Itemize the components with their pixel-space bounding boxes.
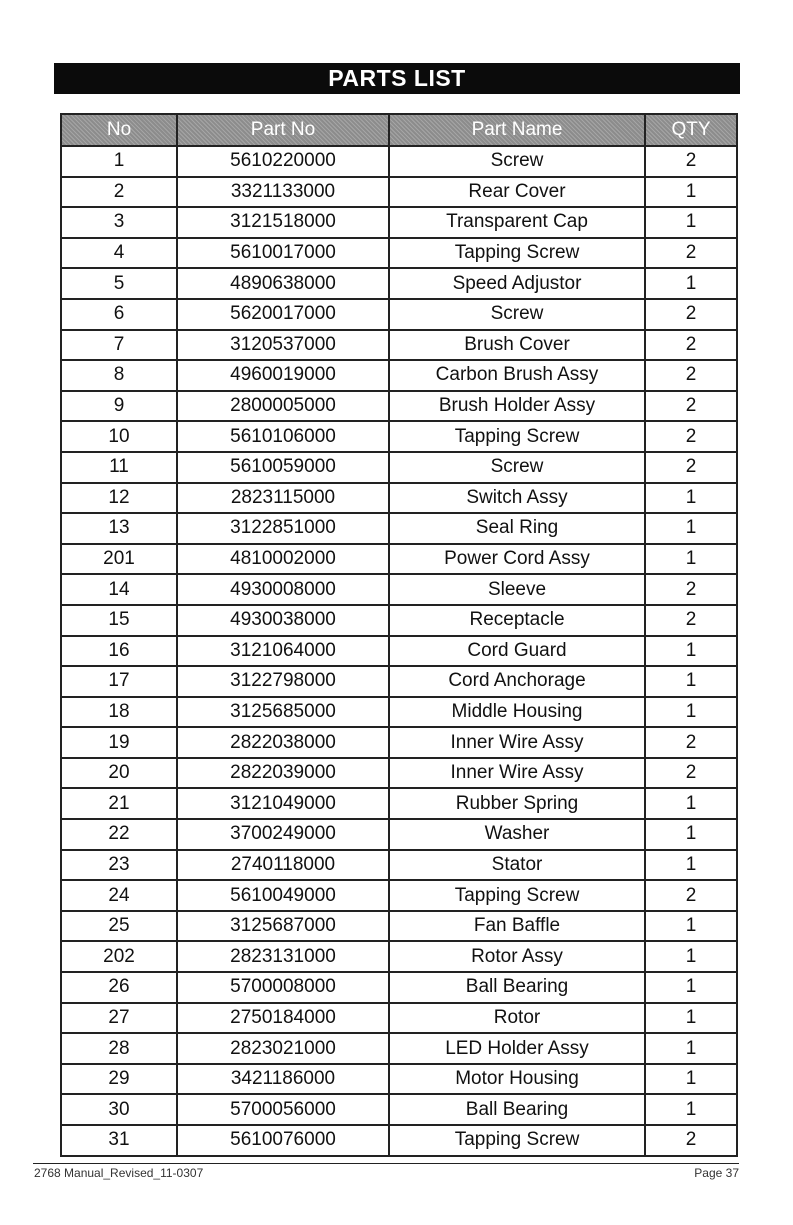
cell-no: 26 xyxy=(61,972,177,1003)
cell-part-no: 3122798000 xyxy=(177,666,389,697)
cell-part-name: Ball Bearing xyxy=(389,972,645,1003)
cell-no: 29 xyxy=(61,1064,177,1095)
cell-part-name: Cord Anchorage xyxy=(389,666,645,697)
table-row xyxy=(61,1033,737,1064)
cell-qty: 1 xyxy=(645,1064,737,1095)
cell-qty: 2 xyxy=(645,574,737,605)
table-row xyxy=(61,972,737,1003)
cell-part-no: 5610049000 xyxy=(177,880,389,911)
cell-no: 3 xyxy=(61,207,177,238)
cell-qty: 1 xyxy=(645,1033,737,1064)
cell-part-name: Tapping Screw xyxy=(389,421,645,452)
table-row xyxy=(61,880,737,911)
header-part-no: Part No xyxy=(177,114,389,146)
cell-part-no: 3122851000 xyxy=(177,513,389,544)
page-title: PARTS LIST xyxy=(54,63,740,94)
table-body xyxy=(61,146,737,1156)
cell-part-no: 3121518000 xyxy=(177,207,389,238)
cell-part-name: Screw xyxy=(389,452,645,483)
cell-qty: 2 xyxy=(645,330,737,361)
cell-part-no: 5700056000 xyxy=(177,1094,389,1125)
cell-no: 11 xyxy=(61,452,177,483)
table-row xyxy=(61,911,737,942)
cell-part-no: 2823131000 xyxy=(177,941,389,972)
cell-part-no: 3421186000 xyxy=(177,1064,389,1095)
cell-part-name: Inner Wire Assy xyxy=(389,727,645,758)
cell-part-name: Seal Ring xyxy=(389,513,645,544)
cell-no: 16 xyxy=(61,636,177,667)
cell-no: 28 xyxy=(61,1033,177,1064)
cell-part-name: Screw xyxy=(389,146,645,177)
cell-part-no: 3125687000 xyxy=(177,911,389,942)
cell-part-no: 4930008000 xyxy=(177,574,389,605)
table-row xyxy=(61,330,737,361)
table-row xyxy=(61,513,737,544)
cell-no: 12 xyxy=(61,483,177,514)
cell-qty: 2 xyxy=(645,421,737,452)
cell-part-name: Ball Bearing xyxy=(389,1094,645,1125)
cell-no: 4 xyxy=(61,238,177,269)
table-row xyxy=(61,1064,737,1095)
table-row xyxy=(61,207,737,238)
cell-qty: 1 xyxy=(645,788,737,819)
parts-table xyxy=(60,113,738,1157)
cell-part-name: LED Holder Assy xyxy=(389,1033,645,1064)
cell-qty: 1 xyxy=(645,513,737,544)
cell-no: 6 xyxy=(61,299,177,330)
table-row xyxy=(61,268,737,299)
cell-part-no: 4810002000 xyxy=(177,544,389,575)
cell-no: 15 xyxy=(61,605,177,636)
cell-part-no: 2823021000 xyxy=(177,1033,389,1064)
cell-part-no: 5620017000 xyxy=(177,299,389,330)
cell-no: 22 xyxy=(61,819,177,850)
table-header xyxy=(61,114,737,146)
cell-part-no: 2823115000 xyxy=(177,483,389,514)
cell-qty: 1 xyxy=(645,177,737,208)
cell-no: 23 xyxy=(61,850,177,881)
cell-qty: 1 xyxy=(645,483,737,514)
footer-document-id: 2768 Manual_Revised_11-0307 xyxy=(34,1166,204,1180)
cell-no: 19 xyxy=(61,727,177,758)
cell-part-name: Sleeve xyxy=(389,574,645,605)
table-row xyxy=(61,1125,737,1156)
cell-part-name: Motor Housing xyxy=(389,1064,645,1095)
cell-qty: 2 xyxy=(645,1125,737,1156)
cell-qty: 2 xyxy=(645,452,737,483)
cell-no: 13 xyxy=(61,513,177,544)
cell-part-name: Rotor Assy xyxy=(389,941,645,972)
table-row xyxy=(61,758,737,789)
header-part-name: Part Name xyxy=(389,114,645,146)
table-row xyxy=(61,697,737,728)
cell-part-name: Fan Baffle xyxy=(389,911,645,942)
cell-part-no: 5610017000 xyxy=(177,238,389,269)
table-row xyxy=(61,605,737,636)
header-no: No xyxy=(61,114,177,146)
table-row xyxy=(61,146,737,177)
cell-part-no: 5610220000 xyxy=(177,146,389,177)
cell-part-name: Transparent Cap xyxy=(389,207,645,238)
cell-part-no: 2822039000 xyxy=(177,758,389,789)
footer-divider xyxy=(33,1163,739,1164)
cell-part-name: Tapping Screw xyxy=(389,880,645,911)
table-row xyxy=(61,941,737,972)
table-row xyxy=(61,1094,737,1125)
header-qty: QTY xyxy=(645,114,737,146)
cell-part-name: Carbon Brush Assy xyxy=(389,360,645,391)
cell-qty: 1 xyxy=(645,1003,737,1034)
cell-no: 7 xyxy=(61,330,177,361)
cell-qty: 2 xyxy=(645,605,737,636)
cell-no: 24 xyxy=(61,880,177,911)
cell-part-name: Power Cord Assy xyxy=(389,544,645,575)
cell-no: 31 xyxy=(61,1125,177,1156)
cell-part-name: Stator xyxy=(389,850,645,881)
cell-qty: 1 xyxy=(645,819,737,850)
cell-no: 8 xyxy=(61,360,177,391)
cell-part-no: 4960019000 xyxy=(177,360,389,391)
cell-qty: 1 xyxy=(645,636,737,667)
cell-part-no: 2740118000 xyxy=(177,850,389,881)
cell-qty: 1 xyxy=(645,268,737,299)
cell-part-no: 3321133000 xyxy=(177,177,389,208)
cell-qty: 1 xyxy=(645,207,737,238)
cell-no: 10 xyxy=(61,421,177,452)
table-row xyxy=(61,452,737,483)
cell-no: 25 xyxy=(61,911,177,942)
table-row xyxy=(61,483,737,514)
table-row xyxy=(61,238,737,269)
cell-no: 201 xyxy=(61,544,177,575)
cell-qty: 2 xyxy=(645,391,737,422)
cell-no: 20 xyxy=(61,758,177,789)
cell-part-name: Rotor xyxy=(389,1003,645,1034)
table-row xyxy=(61,299,737,330)
cell-no: 202 xyxy=(61,941,177,972)
table-row xyxy=(61,574,737,605)
cell-part-name: Screw xyxy=(389,299,645,330)
cell-part-no: 3125685000 xyxy=(177,697,389,728)
cell-no: 30 xyxy=(61,1094,177,1125)
cell-qty: 1 xyxy=(645,941,737,972)
cell-part-no: 5610059000 xyxy=(177,452,389,483)
table-row xyxy=(61,788,737,819)
cell-no: 5 xyxy=(61,268,177,299)
cell-qty: 1 xyxy=(645,1094,737,1125)
cell-no: 27 xyxy=(61,1003,177,1034)
cell-part-no: 5700008000 xyxy=(177,972,389,1003)
cell-qty: 2 xyxy=(645,758,737,789)
cell-part-name: Brush Holder Assy xyxy=(389,391,645,422)
cell-part-no: 3700249000 xyxy=(177,819,389,850)
cell-part-no: 5610076000 xyxy=(177,1125,389,1156)
cell-part-no: 3121064000 xyxy=(177,636,389,667)
cell-no: 21 xyxy=(61,788,177,819)
cell-qty: 1 xyxy=(645,911,737,942)
table-row xyxy=(61,850,737,881)
cell-no: 1 xyxy=(61,146,177,177)
cell-part-name: Washer xyxy=(389,819,645,850)
cell-no: 14 xyxy=(61,574,177,605)
cell-qty: 2 xyxy=(645,880,737,911)
cell-part-name: Tapping Screw xyxy=(389,1125,645,1156)
cell-qty: 1 xyxy=(645,972,737,1003)
cell-part-name: Rear Cover xyxy=(389,177,645,208)
footer-page-number: Page 37 xyxy=(694,1166,739,1180)
cell-qty: 1 xyxy=(645,697,737,728)
cell-qty: 1 xyxy=(645,850,737,881)
cell-no: 9 xyxy=(61,391,177,422)
cell-part-name: Rubber Spring xyxy=(389,788,645,819)
cell-part-name: Speed Adjustor xyxy=(389,268,645,299)
cell-no: 18 xyxy=(61,697,177,728)
cell-part-no: 4890638000 xyxy=(177,268,389,299)
table-row xyxy=(61,360,737,391)
cell-qty: 1 xyxy=(645,666,737,697)
cell-part-name: Inner Wire Assy xyxy=(389,758,645,789)
cell-qty: 2 xyxy=(645,238,737,269)
table-row xyxy=(61,544,737,575)
cell-part-no: 4930038000 xyxy=(177,605,389,636)
cell-no: 2 xyxy=(61,177,177,208)
table-row xyxy=(61,819,737,850)
table-row xyxy=(61,421,737,452)
header-row xyxy=(61,114,737,146)
cell-qty: 2 xyxy=(645,146,737,177)
cell-part-name: Switch Assy xyxy=(389,483,645,514)
table-row xyxy=(61,177,737,208)
cell-qty: 2 xyxy=(645,727,737,758)
cell-part-no: 2822038000 xyxy=(177,727,389,758)
cell-part-no: 3121049000 xyxy=(177,788,389,819)
table-row xyxy=(61,666,737,697)
table-row xyxy=(61,1003,737,1034)
cell-part-name: Middle Housing xyxy=(389,697,645,728)
cell-part-no: 3120537000 xyxy=(177,330,389,361)
cell-no: 17 xyxy=(61,666,177,697)
cell-qty: 2 xyxy=(645,360,737,391)
cell-part-no: 5610106000 xyxy=(177,421,389,452)
cell-part-no: 2800005000 xyxy=(177,391,389,422)
table-row xyxy=(61,636,737,667)
cell-qty: 2 xyxy=(645,299,737,330)
cell-part-name: Brush Cover xyxy=(389,330,645,361)
cell-qty: 1 xyxy=(645,544,737,575)
cell-part-name: Tapping Screw xyxy=(389,238,645,269)
cell-part-no: 2750184000 xyxy=(177,1003,389,1034)
cell-part-name: Receptacle xyxy=(389,605,645,636)
table-row xyxy=(61,391,737,422)
cell-part-name: Cord Guard xyxy=(389,636,645,667)
table-row xyxy=(61,727,737,758)
